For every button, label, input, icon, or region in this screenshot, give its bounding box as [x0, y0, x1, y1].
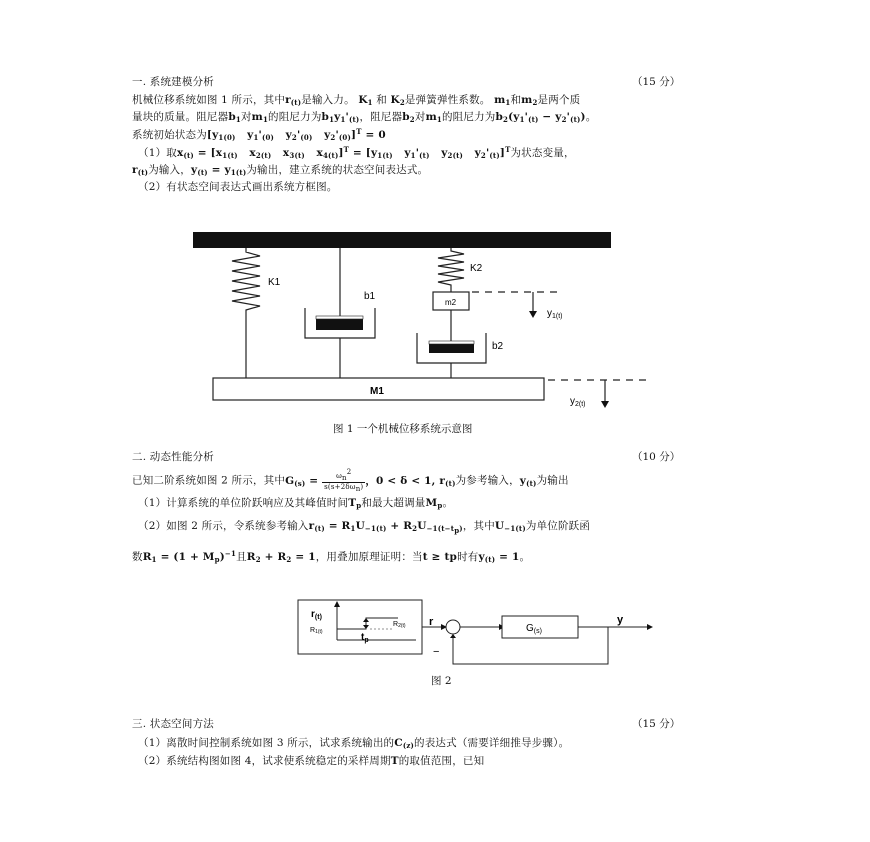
figure1-caption: 图 1 一个机械位移系统示意图 [333, 423, 473, 435]
damper-b1-piston [316, 318, 363, 330]
section2-score: （10 分） [632, 451, 681, 463]
spring-k2 [438, 248, 464, 292]
section1-question1-cont: $r_{(t)}$为输入，$y_{(t)} = y_{1(t)}$为输出，建立系统的状态空间表达式。 [132, 164, 429, 177]
section1-question2: （2）有状态空间表达式画出系统方框图。 [138, 181, 338, 193]
spring-k1 [232, 248, 260, 378]
section2-question1: （1）计算系统的单位阶跃响应及其峰值时间$T_p$和最大超调量$M_p$。 [138, 497, 454, 510]
label-m1: M1 [370, 386, 384, 397]
section2-title: 二. 动态性能分析 [132, 451, 214, 463]
label-tp: $t_p$ [361, 632, 369, 644]
section1-question1: （1）取$x_{(t)} = [x_{1(t)}$ $x_{2(t)}$ $x_{3(t)}$ $x_{4(t)}]^T = [y_{1(t)}$ $y_1'_{(t)}$ $y_{2(t)}$ $y_2'_{(t)}]^T$为状态变量， [138, 145, 575, 160]
label-r1: R1(t) [310, 627, 323, 635]
section2-paragraph: 已知二阶系统如图 2 所示，其中$G_{(s)}$ = $\frac{\omega_n^2}{s(s+2\delta\omega_n)}$ ，0 < δ < 1, $r_{(t)}$为参考输入，$y_{(t)}$为输出 [132, 468, 569, 493]
label-b2: b2 [492, 341, 504, 352]
summing-junction [446, 620, 460, 634]
section3-question2: （2）系统结构图如图 4，试求使系统稳定的采样周期T的取值范围，已知 [138, 755, 485, 767]
figure2-caption: 图 2 [431, 675, 452, 687]
ceiling-bar [193, 232, 611, 248]
section1-paragraph-line2: 量块的质量。阻尼器$b_1$对$m_1$的阻尼力为$b_1y_1'_{(t)}$，阻尼器$b_2$对$m_1$的阻尼力为$b_2(y_1'_{(t)} - y_2'_{(t)})$。 [132, 111, 597, 124]
label-k2: K2 [470, 263, 483, 274]
section2-question2: （2）如图 2 所示，令系统参考输入$r_{(t)} = R_1U_{-1(t)} + R_2U_{-1(t-t_p)}$，其中$U_{-1(t)}$为单位阶跃函 [138, 520, 591, 535]
label-minus: − [433, 646, 440, 658]
label-r-axis: $r_{(t)}$ [311, 609, 322, 621]
label-y1: $y_{1(t)}$ [547, 308, 563, 320]
label-y: y [617, 614, 624, 626]
section1-title: 一. 系统建模分析 [132, 76, 214, 88]
label-r: r [429, 616, 434, 628]
section3-score: （15 分） [632, 718, 681, 730]
section1-score: （15 分） [632, 76, 681, 88]
damper-b2-piston [429, 343, 474, 353]
section2-proof-line: 数$R_1 = (1 + M_p)^{-1}$且$R_2 + R_2 = 1$，用叠加原理证明：当t ≥ tp时有$y_{(t)} = 1$。 [132, 549, 531, 564]
section3-question1: （1）离散时间控制系统如图 3 所示，试求系统输出的$C_{(z)}$的表达式（需要详细推导步骤）。 [138, 737, 570, 750]
section3-title: 三. 状态空间方法 [132, 718, 214, 730]
label-m2: m2 [445, 298, 457, 307]
label-k1: K1 [268, 277, 281, 288]
section1-initial-state: 系统初始状态为[$y_{1(0)}$ $y_1'_{(0)}$ $y_2'_{(0)}$ $y_2'_{(0)}]^T = 0$ [132, 127, 386, 142]
label-g: $G_{(s)}$ [526, 623, 542, 635]
label-b1: b1 [364, 291, 376, 302]
label-r2: R2(t) [393, 621, 406, 629]
section1-paragraph-line1: 机械位移系统如图 1 所示，其中$r_{(t)}$是输入力。 $K_1$ 和 $K_2$是弹簧弹性系数。 $m_1$和$m_2$是两个质 [132, 94, 581, 107]
label-y2: $y_{2(t)}$ [570, 396, 586, 408]
